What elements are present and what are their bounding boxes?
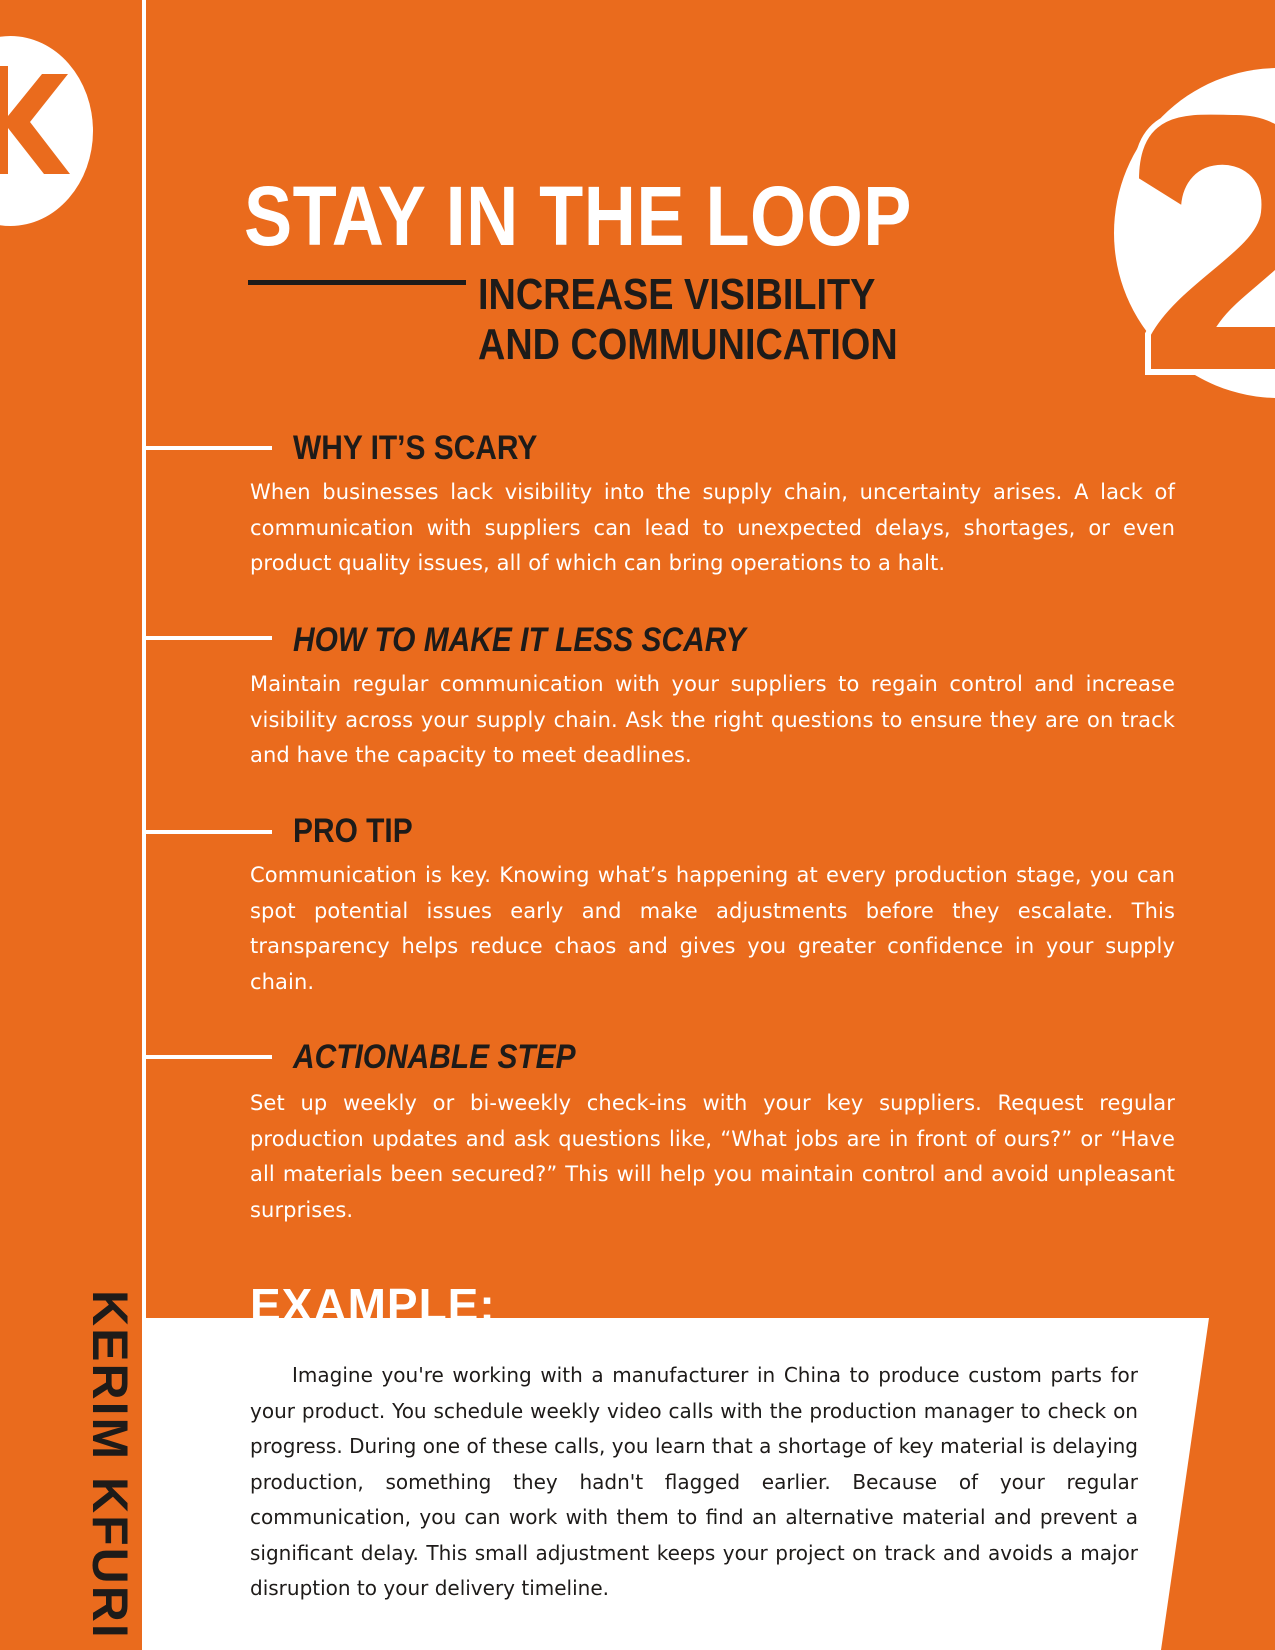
- section-body-pro-tip: Communication is key. Knowing what’s happening at every production stage, you can spot potential issues early and make adjustments before they escalate. This transparency helps reduce chaos and gives you greater confidence in your supply chain.: [250, 863, 1175, 994]
- author-name: KERIM KFURI: [82, 1290, 138, 1640]
- section-connector: [146, 446, 272, 450]
- section-body-why-scary: When businesses lack visibility into the supply chain, uncertainty arises. A lack of communication with suppliers can lead to unexpected delays, shortages, or even product quality issues, all of which can bring operations to a halt.: [250, 480, 1175, 575]
- chapter-number-glyph: [1126, 62, 1275, 382]
- section-connector: [146, 1055, 272, 1059]
- section-body-actionable-step: Set up weekly or bi-weekly check-ins with your key suppliers. Request regular production updates and ask questions like, “What jobs are in front of ours?” or “Have all materials been secured?” This will help you maintain control and avoid unpleasant surprises.: [250, 1091, 1175, 1222]
- section-connector: [146, 830, 272, 834]
- section-body-less-scary: Maintain regular communication with your suppliers to regain control and increase visibility across your supply chain. Ask the right questions to ensure they are on track and have the capacity to meet deadlines.: [250, 672, 1175, 767]
- example-body: Imagine you're working with a manufacturer in China to produce custom parts for your product. You schedule weekly video calls with the production manager to check on progress. During one of these calls, you learn that a shortage of key material is delaying production, something they hadn't flagged earlier. Because of your regular communication, you can work with them to find an alternative material and prevent a significant delay. This small adjustment keeps your project on track and avoids a major disruption to your delivery timeline.: [250, 1363, 1138, 1600]
- page-subtitle: INCREASE VISIBILITY AND COMMUNICATION: [478, 270, 898, 369]
- example-title: EXAMPLE:: [250, 1279, 496, 1331]
- section-heading-why-scary: WHY IT’S SCARY: [293, 429, 538, 467]
- section-heading-less-scary: HOW TO MAKE IT LESS SCARY: [293, 621, 746, 659]
- page-title: STAY IN THE LOOP: [244, 169, 912, 263]
- timeline-line: [142, 0, 146, 1320]
- subtitle-rule: [248, 280, 466, 285]
- section-heading-pro-tip: PRO TIP: [293, 812, 413, 850]
- section-heading-actionable-step: ACTIONABLE STEP: [293, 1038, 576, 1076]
- k-letter-icon: [0, 44, 72, 204]
- section-connector: [146, 636, 272, 640]
